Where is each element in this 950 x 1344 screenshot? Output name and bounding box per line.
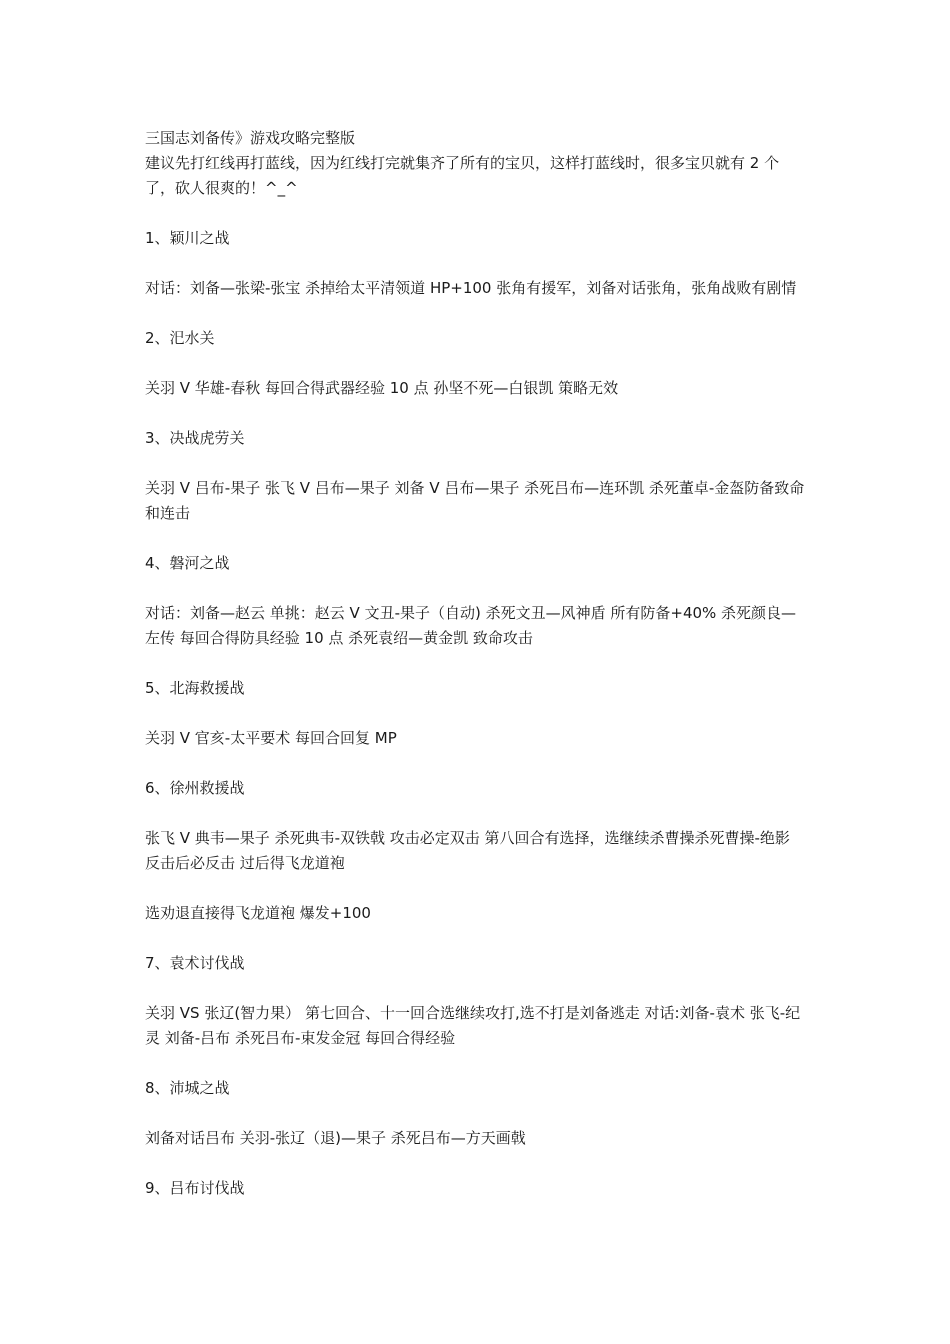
section-heading-3: 3、决战虎劳关	[145, 429, 245, 447]
section-paragraph: 关羽 V 官亥-太平要术 每回合回复 MP	[145, 729, 397, 747]
section-heading-6: 6、徐州救援战	[145, 779, 245, 797]
section-heading-4: 4、磐河之战	[145, 554, 230, 572]
section-paragraph: 张飞 V 典韦—果子 杀死典韦-双铁戟 攻击必定双击 第八回合有选择，选继续杀曹操杀死曹操-绝影 反击后必反击 过后得飞龙道袍	[145, 829, 790, 872]
section-paragraph: 关羽 V 吕布-果子 张飞 V 吕布—果子 刘备 V 吕布—果子 杀死吕布—连环凯 杀死董卓-金盔防备致命和连击	[145, 479, 805, 522]
section-paragraph: 关羽 VS 张辽(智力果） 第七回合、十一回合选继续攻打,选不打是刘备逃走 对话:刘备-袁术 张飞-纪灵 刘备-吕布 杀死吕布-束发金冠 每回合得经验	[145, 1004, 801, 1047]
section-paragraph: 关羽 V 华雄-春秋 每回合得武器经验 10 点 孙坚不死—白银凯 策略无效	[145, 379, 619, 397]
section-heading-9: 9、吕布讨伐战	[145, 1179, 245, 1197]
intro-paragraph: 建议先打红线再打蓝线，因为红线打完就集齐了所有的宝贝，这样打蓝线时，很多宝贝就有 2 个了，砍人很爽的！^_^	[145, 154, 780, 197]
section-heading-8: 8、沛城之战	[145, 1079, 230, 1097]
section-paragraph: 选劝退直接得飞龙道袍 爆发+100	[145, 904, 371, 922]
document-body	[145, 126, 809, 1201]
section-paragraph: 对话：刘备—赵云 单挑：赵云 V 文丑-果子（自动) 杀死文丑—风神盾 所有防备+40% 杀死颜良—左传 每回合得防具经验 10 点 杀死袁绍—黄金凯 致命攻击	[145, 604, 797, 647]
section-heading-2: 2、汜水关	[145, 329, 215, 347]
section-heading-1: 1、颖川之战	[145, 229, 230, 247]
document-title: 三国志刘备传》游戏攻略完整版	[145, 129, 356, 147]
section-paragraph: 刘备对话吕布 关羽-张辽（退)—果子 杀死吕布—方天画戟	[145, 1129, 526, 1147]
section-heading-7: 7、袁术讨伐战	[145, 954, 245, 972]
section-paragraph: 对话：刘备—张梁-张宝 杀掉给太平清领道 HP+100 张角有援军，刘备对话张角，张角战败有剧情	[145, 279, 797, 297]
section-heading-5: 5、北海救援战	[145, 679, 245, 697]
